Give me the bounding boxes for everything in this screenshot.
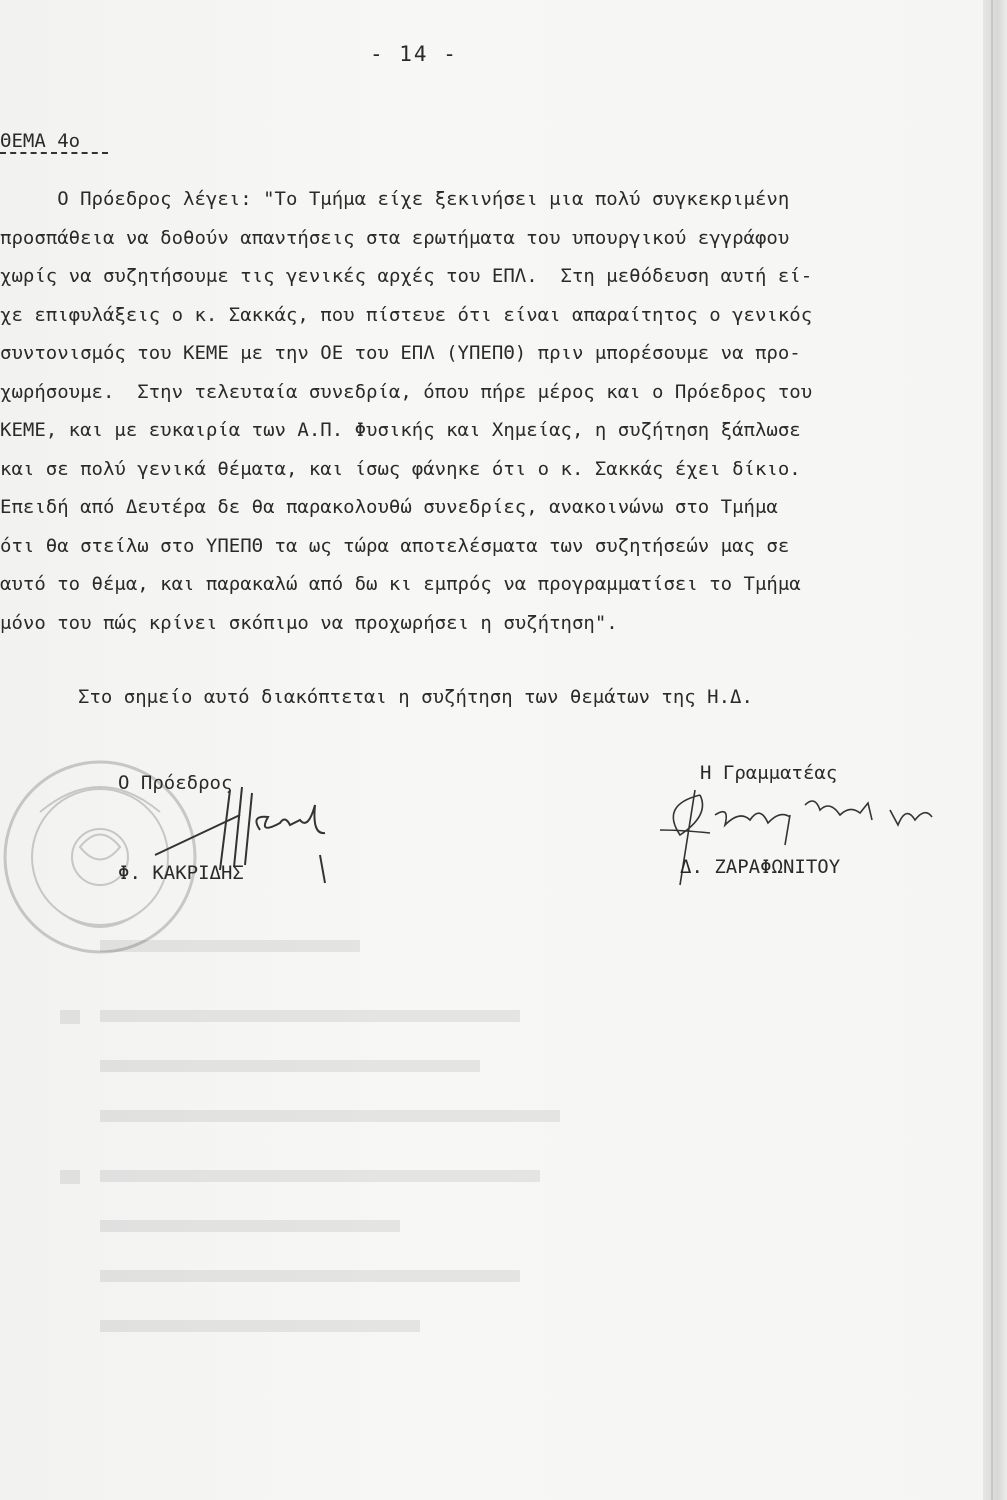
page-number: - 14 - (370, 42, 458, 66)
body-line: Ο Πρόεδρος λέγει: "Το Τμήμα είχε ξεκινήσει μια πολύ συγκεκριμένη (0, 188, 790, 210)
secretary-title: Η Γραμματέας (700, 762, 838, 784)
president-title: Ο Πρόεδρος (118, 772, 233, 794)
heading-underline (0, 152, 108, 154)
body-line: χωρήσουμε. Στην τελευταία συνεδρία, όπου πήρε μέρος και ο Πρόεδρος του (0, 380, 813, 403)
closing-statement: Στο σημείο αυτό διακόπτεται η συζήτηση των θεμάτων της Η.Δ. (78, 686, 753, 708)
body-line: προσπάθεια να δοθούν απαντήσεις στα ερωτήματα του υπουργικού εγγράφου (0, 226, 790, 249)
body-paragraph (0, 180, 960, 642)
body-line: συντονισμός του ΚΕΜΕ με την ΟΕ του ΕΠΛ (ΥΠΕΠΘ) πριν μπορέσουμε να προ- (0, 342, 801, 364)
binding-edge (983, 0, 1007, 1500)
body-line: Επειδή από Δευτέρα δε θα παρακολουθώ συνεδρίες, ανακοινώνω στο Τμήμα (0, 496, 778, 518)
body-line: χωρίς να συζητήσουμε τις γενικές αρχές του ΕΠΛ. Στη μεθόδευση αυτή εί- (0, 265, 813, 287)
president-name: Φ. ΚΑΚΡΙΔΗΣ (118, 862, 244, 884)
body-line: αυτό το θέμα, και παρακαλώ από δω κι εμπρός να προγραμματίσει το Τμήμα (0, 573, 801, 595)
body-line: ότι θα στείλω στο ΥΠΕΠΘ τα ως τώρα αποτελέσματα των συζητήσεών μας σε (0, 534, 790, 557)
body-line: και σε πολύ γενικά θέματα, και ίσως φάνηκε ότι ο κ. Σακκάς έχει δίκιο. (0, 457, 801, 480)
body-line: ΚΕΜΕ, και με ευκαιρία των Α.Π. Φυσικής και Χημείας, η συζήτηση ξάπλωσε (0, 419, 801, 441)
bleed-through-text (20, 920, 720, 1340)
section-heading: ΘΕΜΑ 4ο (0, 130, 81, 152)
body-line: μόνο του πώς κρίνει σκόπιμο να προχωρήσει η συζήτηση". (0, 611, 618, 634)
secretary-name: Δ. ΖΑΡΑΦΩΝΙΤΟΥ (680, 856, 841, 878)
body-line: χε επιφυλάξεις ο κ. Σακκάς, που πίστευε ότι είναι απαραίτητος ο γενικός (0, 303, 813, 326)
